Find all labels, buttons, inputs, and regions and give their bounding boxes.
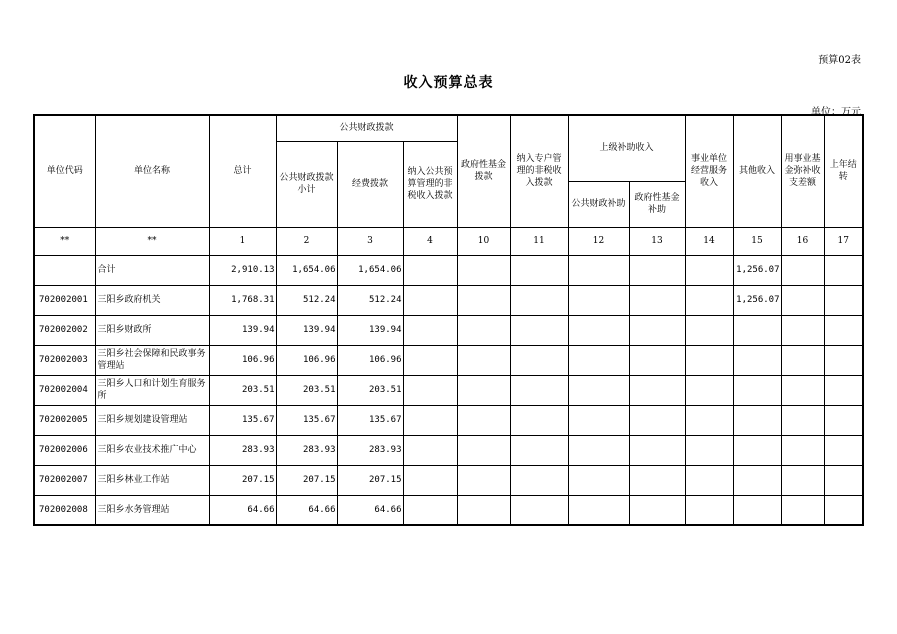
prior-year-balance-cell xyxy=(824,495,863,525)
business-fund-offset-cell xyxy=(781,435,824,465)
public-finance-subsidy-cell xyxy=(568,315,629,345)
gov-fund-subsidy-cell xyxy=(629,285,685,315)
unit-code-cell: 702002005 xyxy=(34,405,95,435)
business-fund-offset-cell xyxy=(781,465,824,495)
index-cell: 4 xyxy=(403,227,457,255)
public-finance-subsidy-cell xyxy=(568,285,629,315)
gov-fund-subsidy-cell xyxy=(629,315,685,345)
unit-name-cell: 三阳乡林业工作站 xyxy=(95,465,209,495)
header-prior-year-balance: 上年结转 xyxy=(824,115,863,227)
non-tax-income-cell xyxy=(403,405,457,435)
header-public-finance-subtotal: 公共财政拨款小计 xyxy=(276,141,337,227)
business-income-cell xyxy=(685,405,733,435)
total-cell: 207.15 xyxy=(209,465,276,495)
other-income-cell xyxy=(733,315,781,345)
gov-fund-subsidy-cell xyxy=(629,345,685,375)
prior-year-balance-cell xyxy=(824,345,863,375)
index-row xyxy=(34,227,863,255)
business-income-cell xyxy=(685,315,733,345)
business-fund-offset-cell xyxy=(781,495,824,525)
public-finance-subsidy-cell xyxy=(568,495,629,525)
unit-code-cell: 702002001 xyxy=(34,285,95,315)
header-total: 总计 xyxy=(209,115,276,227)
unit-label: 单位：万元 xyxy=(811,107,861,118)
table-row xyxy=(34,285,863,315)
header-business-fund-offset: 用事业基金弥补收支差额 xyxy=(781,115,824,227)
gov-fund-subsidy-cell xyxy=(629,255,685,285)
business-fund-offset-cell xyxy=(781,375,824,405)
header-operating-appropriation: 经费拨款 xyxy=(337,141,403,227)
index-cell: 12 xyxy=(568,227,629,255)
gov-fund-subsidy-cell xyxy=(629,495,685,525)
gov-fund-subsidy-cell xyxy=(629,435,685,465)
other-income-cell xyxy=(733,495,781,525)
gov-fund-cell xyxy=(457,345,510,375)
index-cell: 10 xyxy=(457,227,510,255)
public-finance-subsidy-cell xyxy=(568,435,629,465)
table-row xyxy=(34,465,863,495)
public-finance-subsidy-cell xyxy=(568,405,629,435)
gov-fund-cell xyxy=(457,465,510,495)
non-tax-income-cell xyxy=(403,315,457,345)
unit-code-cell: 702002006 xyxy=(34,435,95,465)
operating-appropriation-cell: 283.93 xyxy=(337,435,403,465)
total-cell: 139.94 xyxy=(209,315,276,345)
total-cell: 106.96 xyxy=(209,345,276,375)
business-income-cell xyxy=(685,255,733,285)
non-tax-income-cell xyxy=(403,465,457,495)
unit-name-cell: 三阳乡农业技术推广中心 xyxy=(95,435,209,465)
other-income-cell xyxy=(733,465,781,495)
unit-code-cell: 702002008 xyxy=(34,495,95,525)
business-income-cell xyxy=(685,285,733,315)
page-title: 收入预算总表 xyxy=(403,75,494,91)
special-account-cell xyxy=(510,315,568,345)
index-cell: 13 xyxy=(629,227,685,255)
business-fund-offset-cell xyxy=(781,285,824,315)
business-fund-offset-cell xyxy=(781,315,824,345)
non-tax-income-cell xyxy=(403,345,457,375)
unit-code-cell: 702002002 xyxy=(34,315,95,345)
special-account-cell xyxy=(510,435,568,465)
total-cell: 2,910.13 xyxy=(209,255,276,285)
unit-name-cell: 三阳乡规划建设管理站 xyxy=(95,405,209,435)
special-account-cell xyxy=(510,495,568,525)
prior-year-balance-cell xyxy=(824,285,863,315)
special-account-cell xyxy=(510,285,568,315)
gov-fund-cell xyxy=(457,285,510,315)
income-budget-table xyxy=(33,114,864,526)
unit-name-cell: 合计 xyxy=(95,255,209,285)
other-income-cell xyxy=(733,375,781,405)
table-row xyxy=(34,405,863,435)
other-income-cell: 1,256.07 xyxy=(733,255,781,285)
table-row xyxy=(34,495,863,525)
gov-fund-cell xyxy=(457,435,510,465)
unit-code-cell: 702002003 xyxy=(34,345,95,375)
unit-name-cell: 三阳乡政府机关 xyxy=(95,285,209,315)
total-cell: 135.67 xyxy=(209,405,276,435)
other-income-cell xyxy=(733,345,781,375)
unit-name-cell: 三阳乡社会保障和民政事务管理站 xyxy=(95,345,209,375)
other-income-cell xyxy=(733,405,781,435)
business-income-cell xyxy=(685,435,733,465)
non-tax-income-cell xyxy=(403,255,457,285)
public-finance-subsidy-cell xyxy=(568,255,629,285)
index-cell: 1 xyxy=(209,227,276,255)
unit-code-cell: 702002004 xyxy=(34,375,95,405)
non-tax-income-cell xyxy=(403,285,457,315)
operating-appropriation-cell: 135.67 xyxy=(337,405,403,435)
business-income-cell xyxy=(685,345,733,375)
total-cell: 203.51 xyxy=(209,375,276,405)
operating-appropriation-cell: 106.96 xyxy=(337,345,403,375)
public-finance-subsidy-cell xyxy=(568,465,629,495)
public-finance-subsidy-cell xyxy=(568,345,629,375)
header-unit-name: 单位名称 xyxy=(95,115,209,227)
header-superior-subsidy-group: 上级补助收入 xyxy=(568,115,685,181)
header-public-finance-group: 公共财政拨款 xyxy=(276,115,457,141)
index-cell: ** xyxy=(95,227,209,255)
unit-code-cell: 702002007 xyxy=(34,465,95,495)
header-gov-fund: 政府性基金拨款 xyxy=(457,115,510,227)
public-finance-subtotal-cell: 283.93 xyxy=(276,435,337,465)
public-finance-subsidy-cell xyxy=(568,375,629,405)
prior-year-balance-cell xyxy=(824,435,863,465)
business-fund-offset-cell xyxy=(781,345,824,375)
header-gov-fund-subsidy: 政府性基金补助 xyxy=(629,181,685,227)
index-cell: ** xyxy=(34,227,95,255)
gov-fund-cell xyxy=(457,375,510,405)
unit-name-cell: 三阳乡人口和计划生育服务所 xyxy=(95,375,209,405)
header-other-income: 其他收入 xyxy=(733,115,781,227)
public-finance-subtotal-cell: 64.66 xyxy=(276,495,337,525)
operating-appropriation-cell: 207.15 xyxy=(337,465,403,495)
unit-code-cell xyxy=(34,255,95,285)
other-income-cell xyxy=(733,435,781,465)
prior-year-balance-cell xyxy=(824,255,863,285)
operating-appropriation-cell: 64.66 xyxy=(337,495,403,525)
header-business-income: 事业单位经营服务收入 xyxy=(685,115,733,227)
table-row xyxy=(34,345,863,375)
header-unit-code: 单位代码 xyxy=(34,115,95,227)
public-finance-subtotal-cell: 139.94 xyxy=(276,315,337,345)
index-cell: 11 xyxy=(510,227,568,255)
form-number: 预算02表 xyxy=(818,55,861,66)
business-income-cell xyxy=(685,495,733,525)
gov-fund-cell xyxy=(457,405,510,435)
gov-fund-subsidy-cell xyxy=(629,465,685,495)
prior-year-balance-cell xyxy=(824,375,863,405)
public-finance-subtotal-cell: 207.15 xyxy=(276,465,337,495)
prior-year-balance-cell xyxy=(824,465,863,495)
header-non-tax-income: 纳入公共预算管理的非税收入拨款 xyxy=(403,141,457,227)
special-account-cell xyxy=(510,255,568,285)
non-tax-income-cell xyxy=(403,495,457,525)
special-account-cell xyxy=(510,375,568,405)
public-finance-subtotal-cell: 106.96 xyxy=(276,345,337,375)
total-cell: 1,768.31 xyxy=(209,285,276,315)
table-row xyxy=(34,435,863,465)
table-row xyxy=(34,315,863,345)
public-finance-subtotal-cell: 203.51 xyxy=(276,375,337,405)
index-cell: 17 xyxy=(824,227,863,255)
other-income-cell: 1,256.07 xyxy=(733,285,781,315)
business-income-cell xyxy=(685,375,733,405)
gov-fund-cell xyxy=(457,495,510,525)
total-row xyxy=(34,255,863,285)
public-finance-subtotal-cell: 512.24 xyxy=(276,285,337,315)
gov-fund-subsidy-cell xyxy=(629,405,685,435)
public-finance-subtotal-cell: 1,654.06 xyxy=(276,255,337,285)
header-special-account: 纳入专户管理的非税收入拨款 xyxy=(510,115,568,227)
gov-fund-cell xyxy=(457,255,510,285)
operating-appropriation-cell: 203.51 xyxy=(337,375,403,405)
total-cell: 64.66 xyxy=(209,495,276,525)
public-finance-subtotal-cell: 135.67 xyxy=(276,405,337,435)
index-cell: 14 xyxy=(685,227,733,255)
business-income-cell xyxy=(685,465,733,495)
gov-fund-subsidy-cell xyxy=(629,375,685,405)
non-tax-income-cell xyxy=(403,435,457,465)
total-cell: 283.93 xyxy=(209,435,276,465)
index-cell: 16 xyxy=(781,227,824,255)
header-public-finance-subsidy: 公共财政补助 xyxy=(568,181,629,227)
index-cell: 2 xyxy=(276,227,337,255)
special-account-cell xyxy=(510,405,568,435)
operating-appropriation-cell: 512.24 xyxy=(337,285,403,315)
unit-name-cell: 三阳乡水务管理站 xyxy=(95,495,209,525)
table-row xyxy=(34,375,863,405)
business-fund-offset-cell xyxy=(781,405,824,435)
operating-appropriation-cell: 1,654.06 xyxy=(337,255,403,285)
non-tax-income-cell xyxy=(403,375,457,405)
gov-fund-cell xyxy=(457,315,510,345)
prior-year-balance-cell xyxy=(824,315,863,345)
unit-name-cell: 三阳乡财政所 xyxy=(95,315,209,345)
special-account-cell xyxy=(510,465,568,495)
operating-appropriation-cell: 139.94 xyxy=(337,315,403,345)
index-cell: 3 xyxy=(337,227,403,255)
special-account-cell xyxy=(510,345,568,375)
business-fund-offset-cell xyxy=(781,255,824,285)
prior-year-balance-cell xyxy=(824,405,863,435)
index-cell: 15 xyxy=(733,227,781,255)
